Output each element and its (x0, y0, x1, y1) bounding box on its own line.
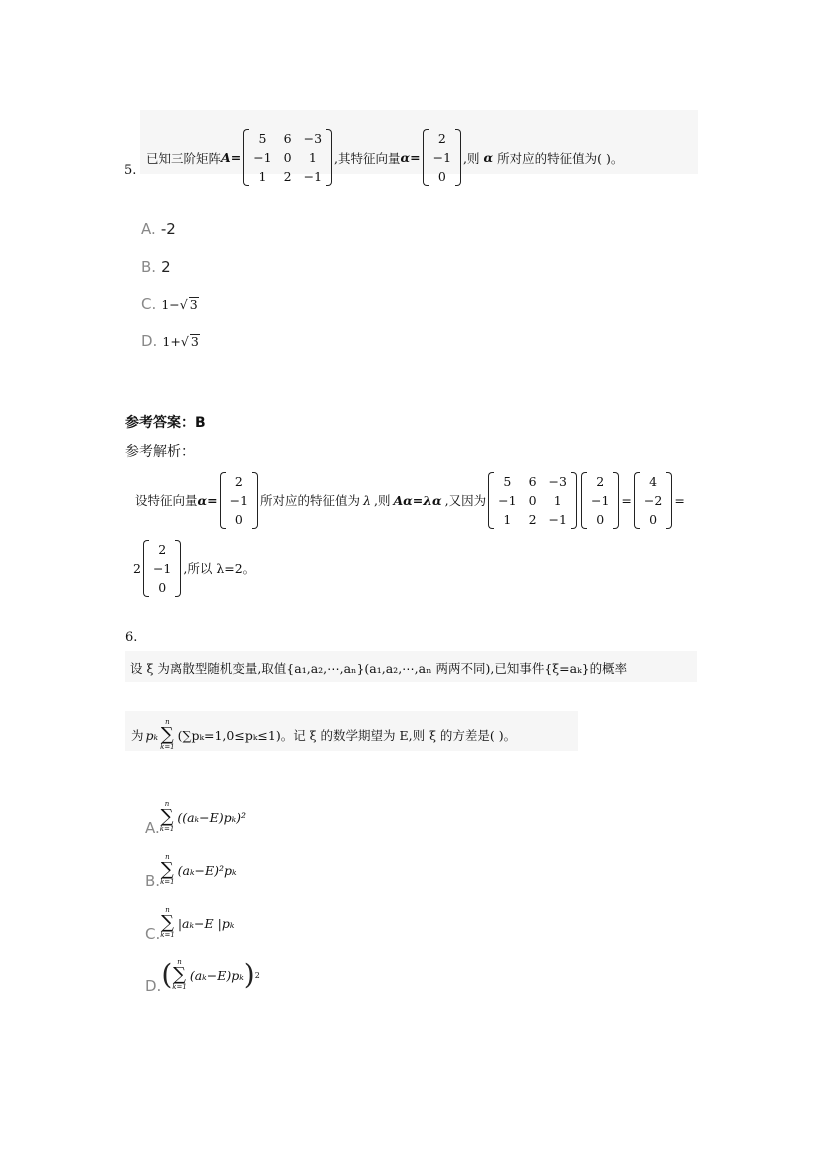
matrix-cell: −1 (253, 150, 272, 165)
matrix-cell: −1 (303, 169, 323, 184)
vector-cell: −1 (432, 150, 452, 165)
option-c[interactable]: C. n ∑ k=1 |aₖ−E |pₖ (145, 906, 235, 943)
option-a[interactable]: A. -2 (141, 220, 176, 238)
matrix-cell: −3 (548, 473, 567, 489)
q5-vector (423, 129, 461, 186)
matrix-cell: 1 (308, 150, 317, 165)
vector-cell: 2 (596, 473, 605, 489)
vector-cell: 4 (649, 473, 658, 489)
analysis-label: 参考解析： (125, 444, 195, 460)
analysis-line-2: 2 2 −1 0 ,所以 λ=2。 (133, 541, 256, 595)
option-a[interactable]: A. n ∑ k=1 ((aₖ−E)pₖ)² (145, 800, 247, 837)
matrix-cell: 6 (283, 131, 292, 146)
vector-cell: 0 (437, 169, 446, 184)
q5-A-eq: A= (221, 150, 242, 165)
q5-alpha-eq: α= (400, 150, 421, 165)
matrix-cell: 0 (528, 492, 537, 508)
q5-alpha: α (483, 150, 494, 165)
vector-cell: 0 (596, 511, 605, 527)
matrix-cell: 2 (283, 169, 292, 184)
vector-cell: −1 (152, 560, 172, 576)
sigma-symbol: n ∑ k=1 (160, 853, 175, 886)
vector-cell: 0 (158, 579, 167, 595)
matrix-cell: 1 (258, 169, 267, 184)
option-b[interactable]: B. 2 (141, 258, 171, 276)
matrix-cell: −1 (498, 492, 517, 508)
matrix-cell: 1 (553, 492, 562, 508)
matrix-cell: 2 (528, 511, 537, 527)
option-d[interactable]: D. 1+√ 3 (141, 332, 199, 350)
q5-then: ,则 (463, 150, 480, 166)
matrix-cell: 5 (503, 473, 512, 489)
q5-post: 所对应的特征值为( )。 (497, 150, 624, 166)
q5-mid: ,其特征向量 (334, 150, 401, 166)
option-b[interactable]: B. n ∑ k=1 (aₖ−E)²pₖ (145, 853, 237, 890)
matrix-cell: 6 (528, 473, 537, 489)
matrix-cell: 5 (258, 131, 267, 146)
q5-matrix-A (243, 129, 332, 186)
matrix-cell: 0 (283, 150, 292, 165)
matrix-cell: 1 (503, 511, 512, 527)
vector-cell: −2 (643, 492, 663, 508)
question-6-stem-line-1: 设 ξ 为离散型随机变量,取值{a₁,a₂,⋯,aₙ}(a₁,a₂,⋯,aₙ 两两不同),已知事件{ξ=aₖ}的概率 (125, 651, 697, 682)
vector-cell: −1 (590, 492, 610, 508)
question-number: 6. (125, 630, 138, 645)
analysis-matrix (488, 472, 577, 529)
vector-cell: 0 (234, 511, 243, 527)
sigma-symbol: n ∑ k=1 (159, 800, 175, 833)
sigma-symbol: n ∑ k=1 (160, 906, 175, 939)
question-6-stem-line-2: 为 pₖ n ∑ k=1 (∑pₖ=1,0≤pₖ≤1)。记 ξ 的数学期望为 E,则 ξ 的方差是( )。 (125, 711, 578, 751)
vector-cell: 2 (437, 131, 446, 146)
option-d[interactable]: D. ( n ∑ k=1 (aₖ−E)pₖ ) 2 (145, 958, 260, 995)
vector-cell: 0 (649, 511, 658, 527)
vector-cell: 2 (158, 541, 167, 557)
question-number: 5. (124, 163, 137, 178)
q5-pre: 已知三阶矩阵 (146, 150, 222, 166)
vector-cell: 2 (234, 473, 243, 489)
matrix-cell: −1 (548, 511, 567, 527)
answer-label: 参考答案：B (125, 415, 206, 431)
matrix-cell: −3 (303, 131, 323, 146)
sigma-symbol: n ∑ k=1 (160, 718, 175, 751)
question-5-stem (140, 110, 698, 184)
analysis-vector (220, 472, 258, 529)
analysis-result-vector (634, 472, 672, 529)
right-paren: ) (243, 958, 255, 991)
option-c[interactable]: C. 1−√ 3 (141, 295, 198, 313)
left-paren: ( (161, 958, 173, 991)
analysis-line-1: 设特征向量 α= 2 −1 0 所对应的特征值为 λ ,则 Aα=λα ,又因为 5 6 −3 −1 0 1 1 2 −1 2 −1 0 = 4 −2 0 = (135, 473, 685, 527)
sigma-symbol: n ∑ k=1 (172, 958, 187, 991)
vector-cell: −1 (229, 492, 249, 508)
analysis-vector-3 (143, 540, 181, 597)
analysis-vector-2 (581, 472, 619, 529)
